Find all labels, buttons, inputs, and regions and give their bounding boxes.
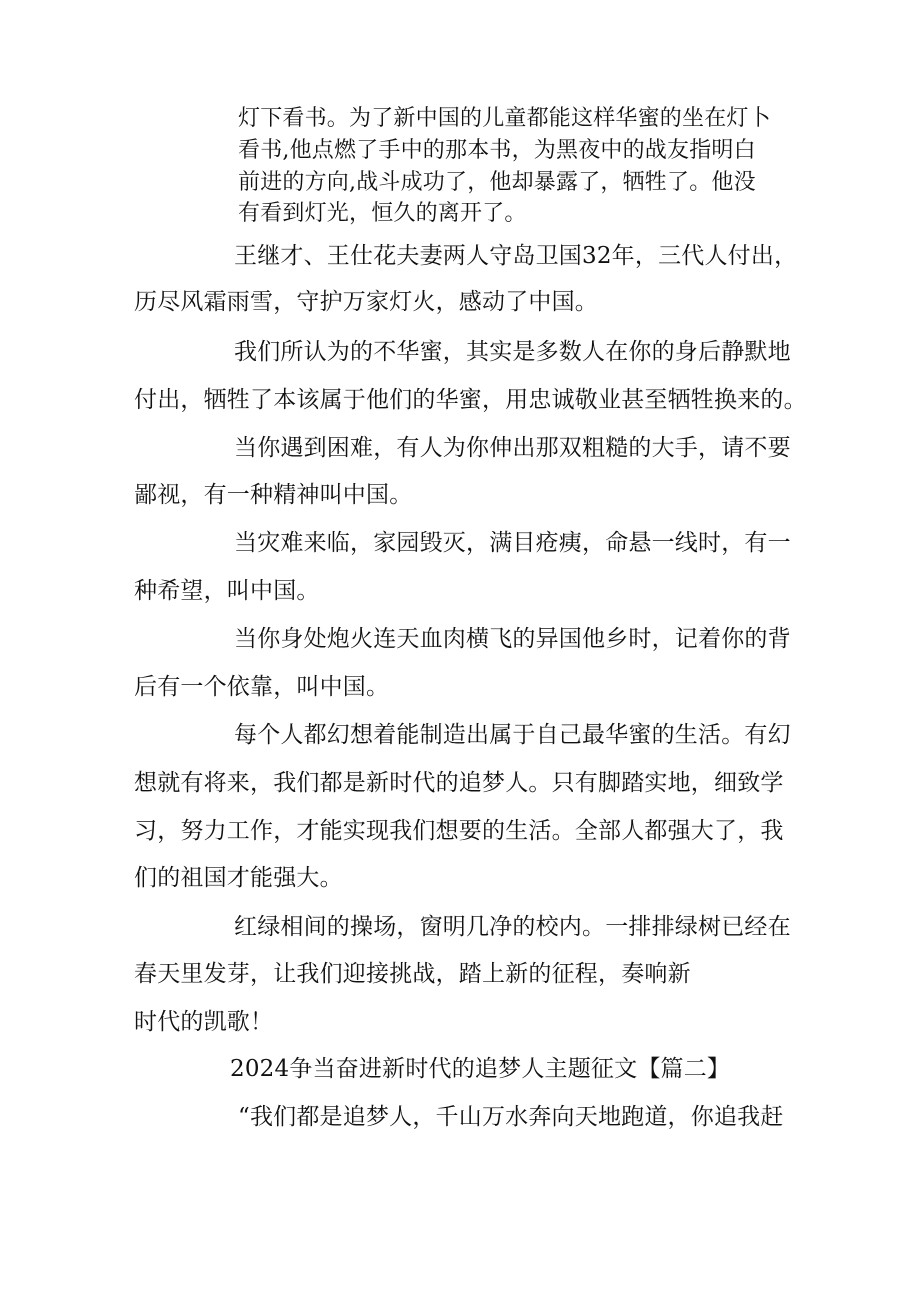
quote-line: 看书,他点燃了手中的那本书，为黑夜中的战友指明白 bbox=[238, 138, 756, 163]
paragraph-line: 春天里发芽，让我们迎接挑战，踏上新的征程，奏响新 bbox=[134, 961, 691, 987]
paragraph-line: 付出，牺牲了本该属于他们的华蜜，用忠诚敬业甚至牺牲换来的。 bbox=[134, 387, 807, 413]
paragraph-line: 历尽风霜雨雪，守护万家灯火，感动了中国。 bbox=[134, 289, 598, 315]
paragraph-line: 当你遇到困难，有人为你伸出那双粗糙的大手，请不要 bbox=[234, 435, 791, 461]
paragraph-line: 每个人都幻想着能制造出属于自己最华蜜的生活。有幻 bbox=[234, 722, 791, 748]
quote-line: 灯下看书。为了新中国的儿童都能这样华蜜的坐在灯卜 bbox=[238, 106, 771, 131]
quote-line: 有看到灯光，恒久的离开了。 bbox=[238, 201, 527, 226]
paragraph-line: 鄙视，有一种精神叫中国。 bbox=[134, 482, 413, 508]
paragraph-line: 我们所认为的不华蜜，其实是多数人在你的身后静默地 bbox=[234, 339, 791, 365]
paragraph-line: 后有一个依靠，叫中国。 bbox=[134, 674, 390, 700]
paragraph-line: 习，努力工作，才能实现我们想要的生活。全部人都强大了，我 bbox=[134, 818, 784, 844]
paragraph-line: 种希望，叫中国。 bbox=[134, 578, 320, 604]
section-heading: 2024争当奋进新时代的追梦人主题征文【篇二】 bbox=[230, 1056, 731, 1082]
opening-line: “我们都是追梦人，千山万水奔向天地跑道，你追我赶 bbox=[238, 1104, 784, 1130]
paragraph-line: 红绿相间的操场，窗明几净的校内。一排排绿树已经在 bbox=[234, 914, 791, 940]
paragraph-line: 时代的凯歌！ bbox=[134, 1009, 274, 1035]
paragraph-line: 王继才、王仕花夫妻两人守岛卫国32年，三代人付出， bbox=[234, 243, 798, 269]
paragraph-line: 当你身处炮火连天血肉横飞的异国他乡时，记着你的背 bbox=[234, 626, 791, 652]
quote-line: 前进的方向,战斗成功了，他却暴露了，牺牲了。他没 bbox=[238, 170, 756, 195]
paragraph-line: 想就有将来，我们都是新时代的追梦人。只有脚踏实地，细致学 bbox=[134, 770, 784, 796]
paragraph-line: 们的祖国才能强大。 bbox=[134, 865, 343, 891]
paragraph-line: 当灾难来临，家园毁灭，满目疮痍，命悬一线时，有一 bbox=[234, 530, 791, 556]
